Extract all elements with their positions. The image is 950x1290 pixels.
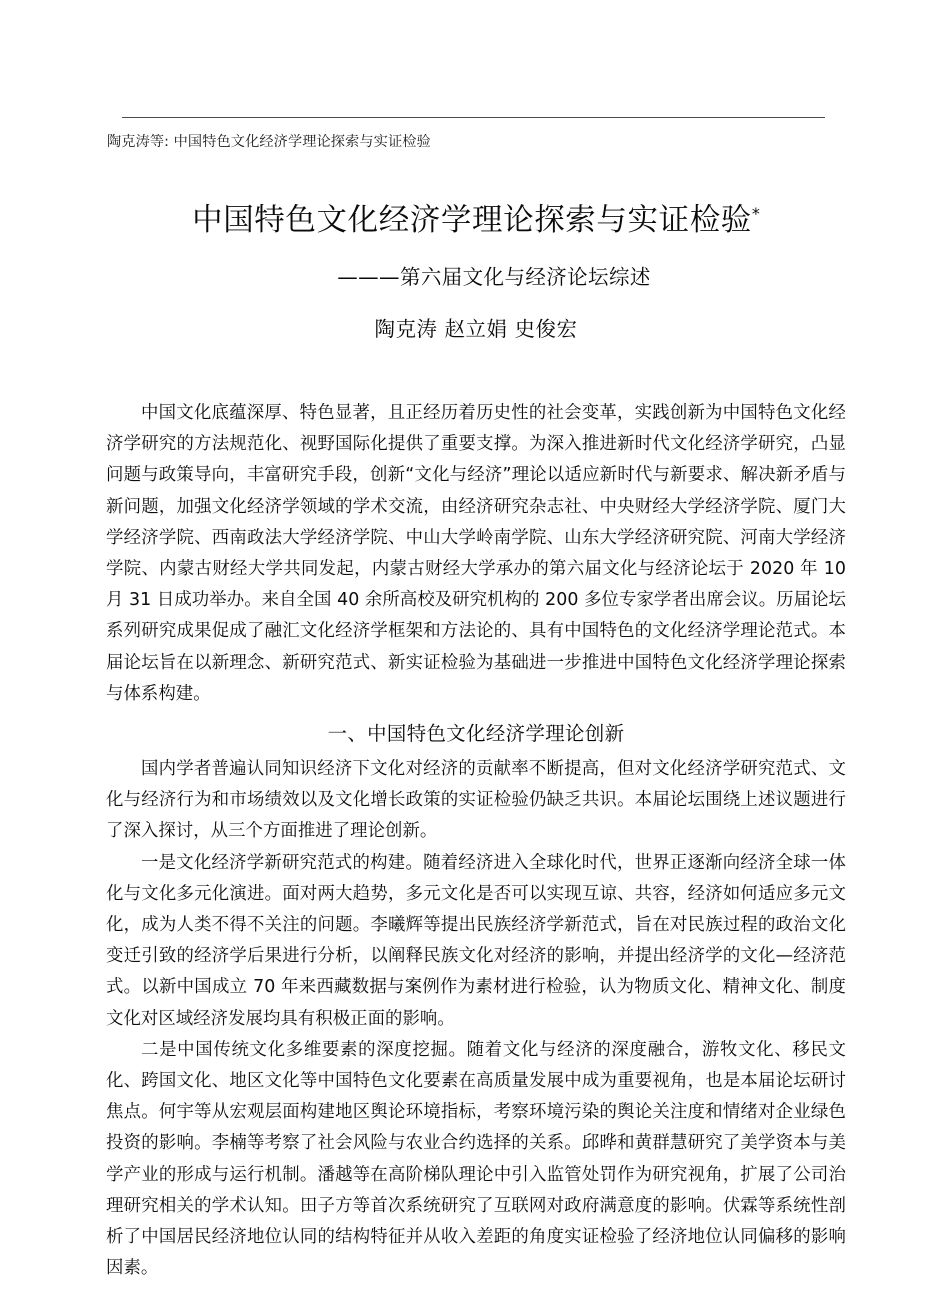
- title-block: [106, 200, 846, 344]
- abstract-paragraph: 中国文化底蕴深厚、特色显著，且正经历着历史性的社会变革，实践创新为中国特色文化经济学研究的方法规范化、视野国际化提供了重要支撑。为深入推进新时代文化经济学研究，凸显问题与政策导向，丰富研究手段，创新“文化与经济”理论以适应新时代与新要求、解决新矛盾与新问题，加强文化经济学领域的学术交流，由经济研究杂志社、中央财经大学经济学院、厦门大学经济学院、西南政法大学经济学院、中山大学岭南学院、山东大学经济研究院、河南大学经济学院、内蒙古财经大学共同发起，内蒙古财经大学承办的第六届文化与经济论坛于 2020 年 10 月 31 日成功举办。来自全国 40 余所高校及研究机构的 200 多位专家学者出席会议。历届论坛系列研究成果促成了融汇文化经济学框架和方法论的、具有中国特色的文化经济学理论范式。本届论坛旨在以新理念、新研究范式、新实证检验为基础进一步推进中国特色文化经济学理论探索与体系构建。: [106, 403, 846, 704]
- document-subtitle: ———第六届文化与经济论坛综述: [337, 265, 651, 289]
- title-footnote-marker: *: [751, 203, 760, 223]
- page-title: [106, 200, 846, 242]
- section-1-paragraph-1: 国内学者普遍认同知识经济下文化对经济的贡献率不断提高，但对文化经济学研究范式、文化与经济行为和市场绩效以及文化增长政策的实证检验仍缺乏共识。本届论坛围绕上述议题进行了深入探讨，从三个方面推进了理论创新。: [106, 759, 846, 842]
- author-list: 陶克涛 赵立娟 史俊宏: [374, 317, 578, 341]
- section-1-paragraph-3: 二是中国传统文化多维要素的深度挖掘。随着文化与经济的深度融合，游牧文化、移民文化、跨国文化、地区文化等中国特色文化要素在高质量发展中成为重要视角，也是本届论坛研讨焦点。何宇等从宏观层面构建地区舆论环境指标，考察环境污染的舆论关注度和情绪对企业绿色投资的影响。李楠等考察了社会风险与农业合约选择的关系。邱晔和黄群慧研究了美学资本与美学产业的形成与运行机制。潘越等在高阶梯队理论中引入监管处罚作为研究视角，扩展了公司治理研究相关的学术认知。田子方等首次系统研究了互联网对政府满意度的影响。伏霖等系统性剖析了中国居民经济地位认同的结构特征并从收入差距的角度实证检验了经济地位认同偏移的影响因素。: [106, 1039, 846, 1279]
- section-heading-1: 一、中国特色文化经济学理论创新: [327, 722, 625, 746]
- body-column: [106, 398, 846, 1284]
- running-header: 陶克涛等: 中国特色文化经济学理论探索与实证检验: [107, 134, 431, 150]
- section-1-paragraph-2: 一是文化经济学新研究范式的构建。随着经济进入全球化时代，世界正逐渐向经济全球一体化与文化多元化演进。面对两大趋势，多元文化是否可以实现互谅、共容，经济如何适应多元文化，成为人类不得不关注的问题。李曦辉等提出民族经济学新范式，旨在对民族过程的政治文化变迁引致的经济学后果进行分析，以阐释民族文化对经济的影响，并提出经济学的文化—经济范式。以新中国成立 70 年来西藏数据与案例作为素材进行检验，认为物质文化、精神文化、制度文化对区域经济发展均具有积极正面的影响。: [106, 852, 846, 1029]
- document-title-text: 中国特色文化经济学理论探索与实证检验: [192, 203, 752, 238]
- header-rule-divider: [122, 117, 825, 118]
